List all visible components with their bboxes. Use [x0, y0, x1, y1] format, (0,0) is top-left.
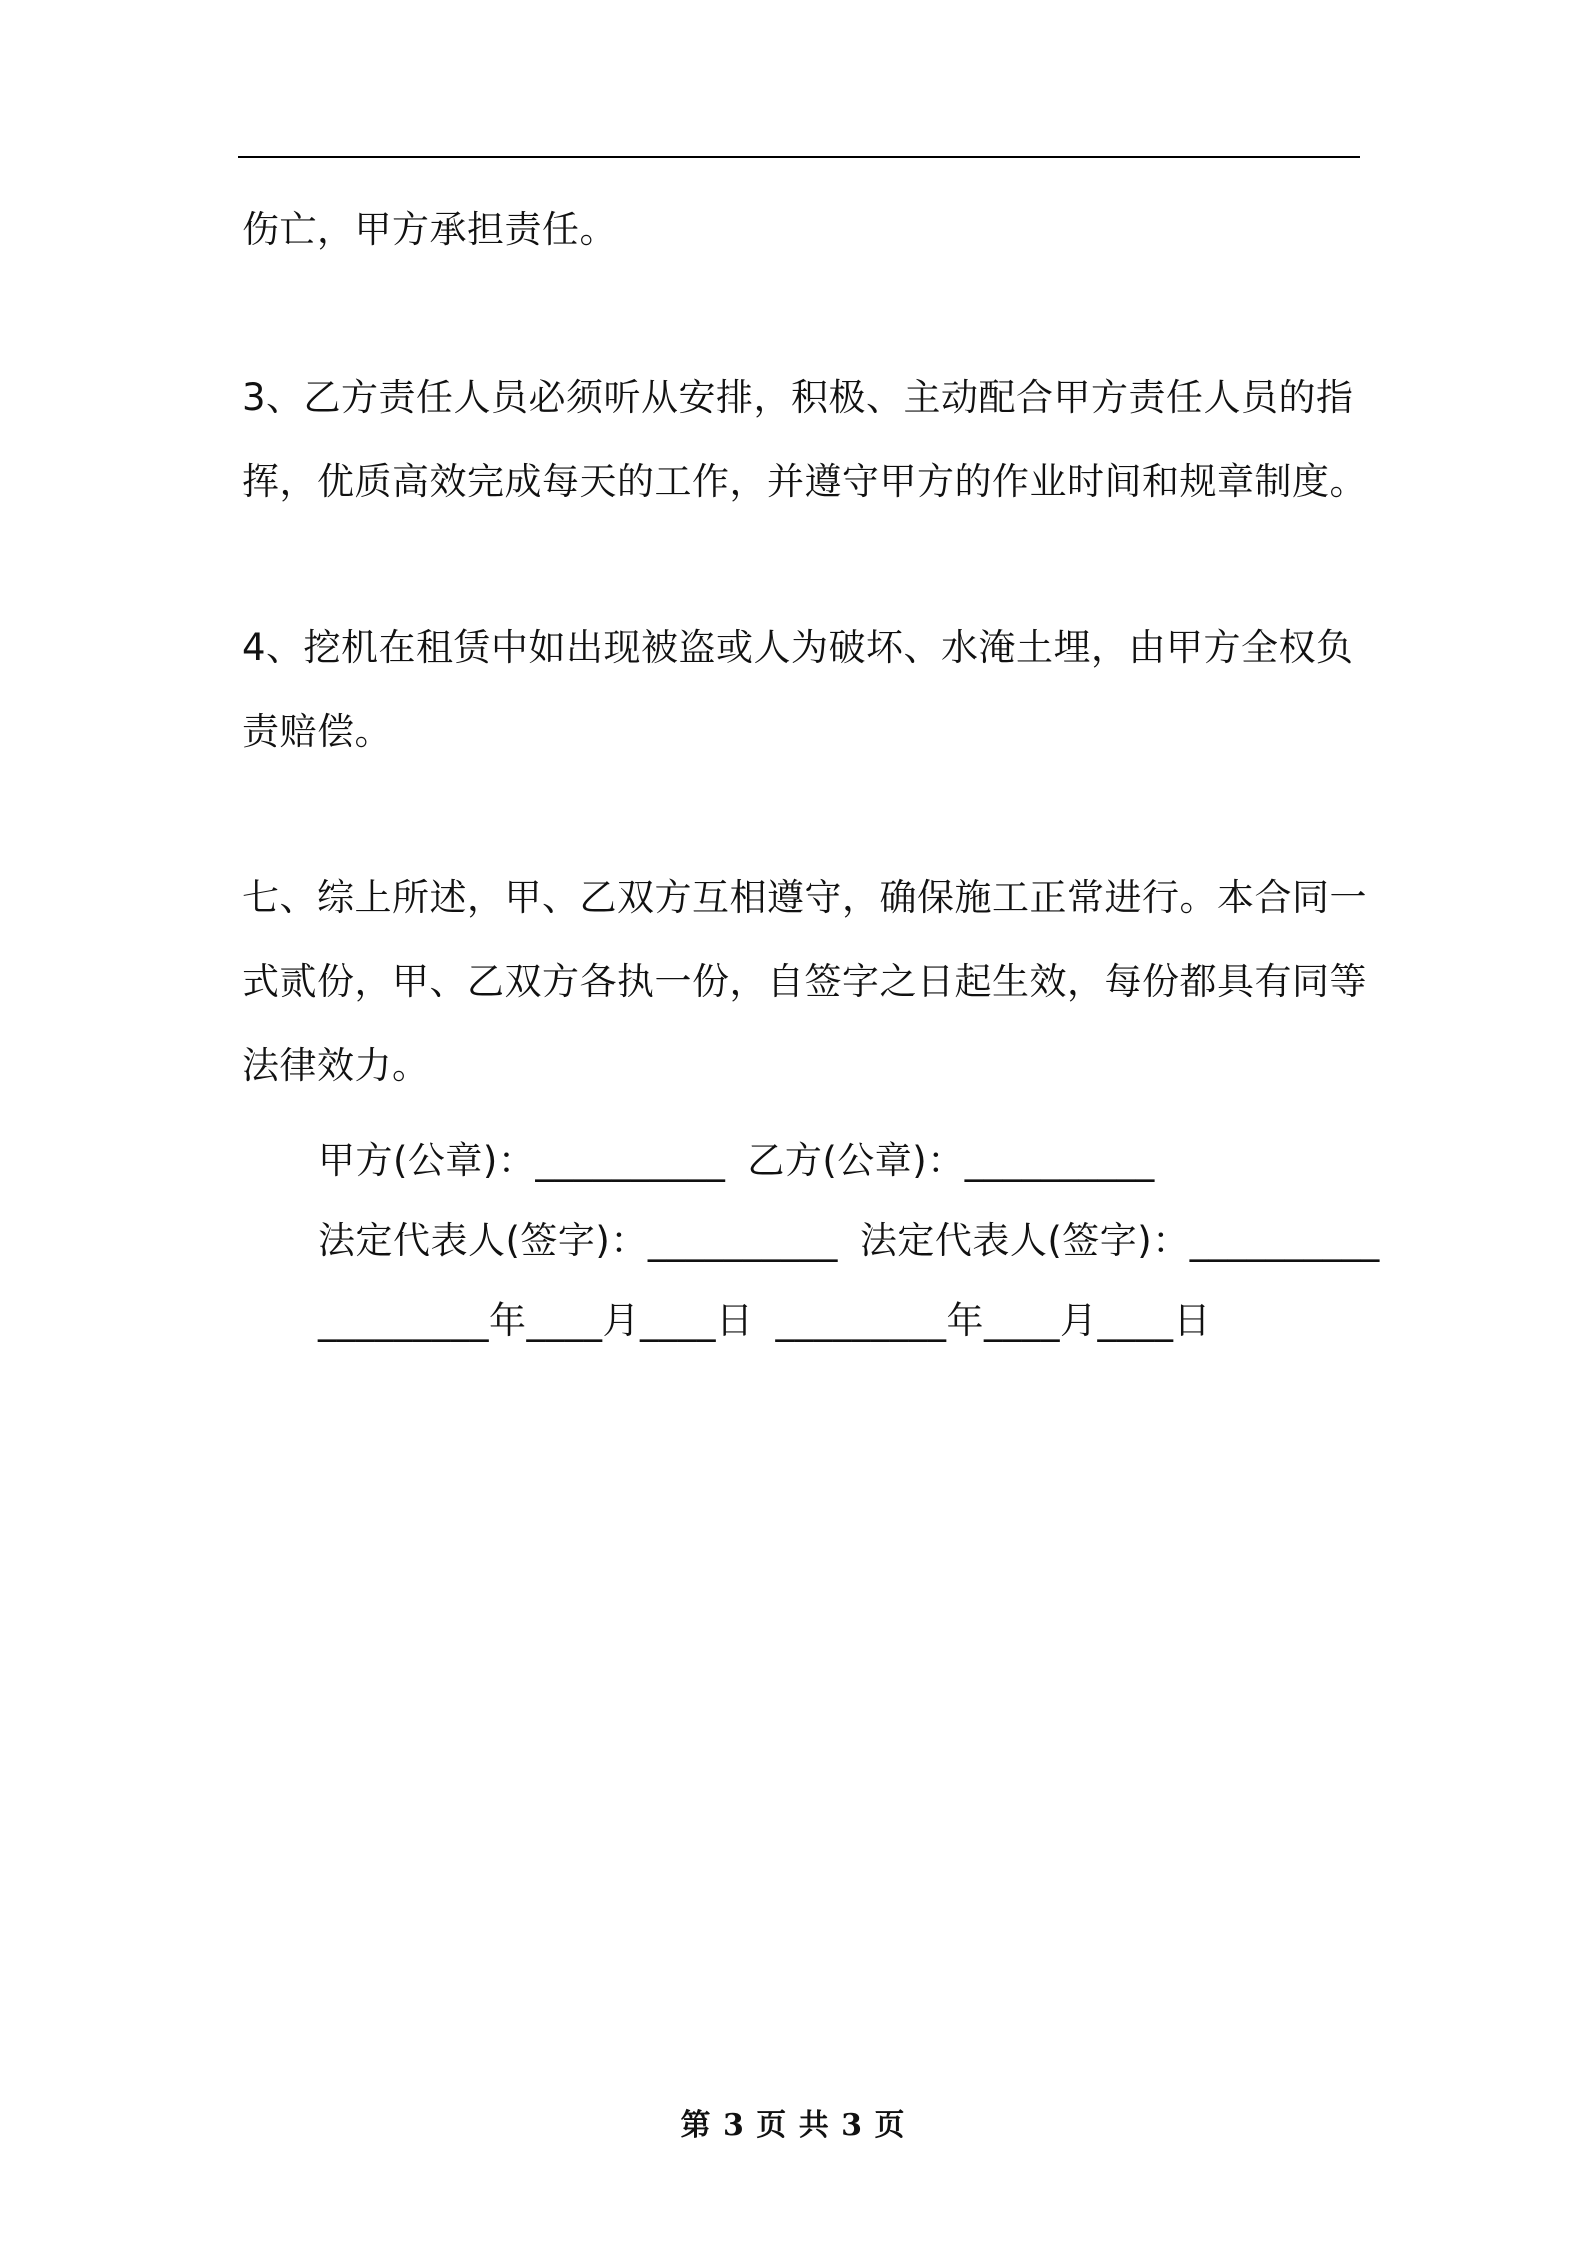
paragraph-line: 式贰份，甲、乙双方各执一份，自签字之日起生效，每份都具有同等 — [242, 960, 1367, 1003]
party-b-date: _________年____月____日 — [775, 1299, 1211, 1342]
paragraph-line: 七、综上所述，甲、乙双方互相遵守，确保施工正常进行。本合同一 — [242, 876, 1367, 919]
header-rule — [238, 156, 1360, 158]
party-b-representative: 法定代表人(签字)：__________ — [859, 1219, 1380, 1262]
page-number-footer: 第 3 页 共 3 页 — [680, 2108, 906, 2143]
signature-seal-row — [318, 1130, 1155, 1184]
paragraph-line: 3、乙方责任人员必须听从安排，积极、主动配合甲方责任人员的指 — [242, 376, 1354, 419]
paragraph-line: 挥，优质高效完成每天的工作，并遵守甲方的作业时间和规章制度。 — [242, 460, 1367, 503]
paragraph-line: 4、挖机在租赁中如出现被盗或人为破坏、水淹土埋，由甲方全权负 — [242, 626, 1354, 669]
paragraph-line: 责赔偿。 — [242, 710, 392, 753]
paragraph-continuation — [242, 188, 1358, 272]
signature-date-row — [318, 1290, 1211, 1344]
party-a-seal: 甲方(公章)：__________ — [318, 1139, 726, 1182]
paragraph-clause-3 — [242, 356, 1367, 524]
paragraph-line: 伤亡，甲方承担责任。 — [242, 208, 617, 251]
party-a-date: _________年____月____日 — [318, 1299, 754, 1342]
signature-representative-row — [318, 1210, 1380, 1264]
paragraph-line: 法律效力。 — [242, 1044, 430, 1087]
paragraph-clause-4 — [242, 606, 1358, 774]
paragraph-clause-seven — [242, 856, 1367, 1108]
party-b-seal: 乙方(公章)：__________ — [747, 1139, 1155, 1182]
party-a-representative: 法定代表人(签字)：__________ — [318, 1219, 838, 1262]
